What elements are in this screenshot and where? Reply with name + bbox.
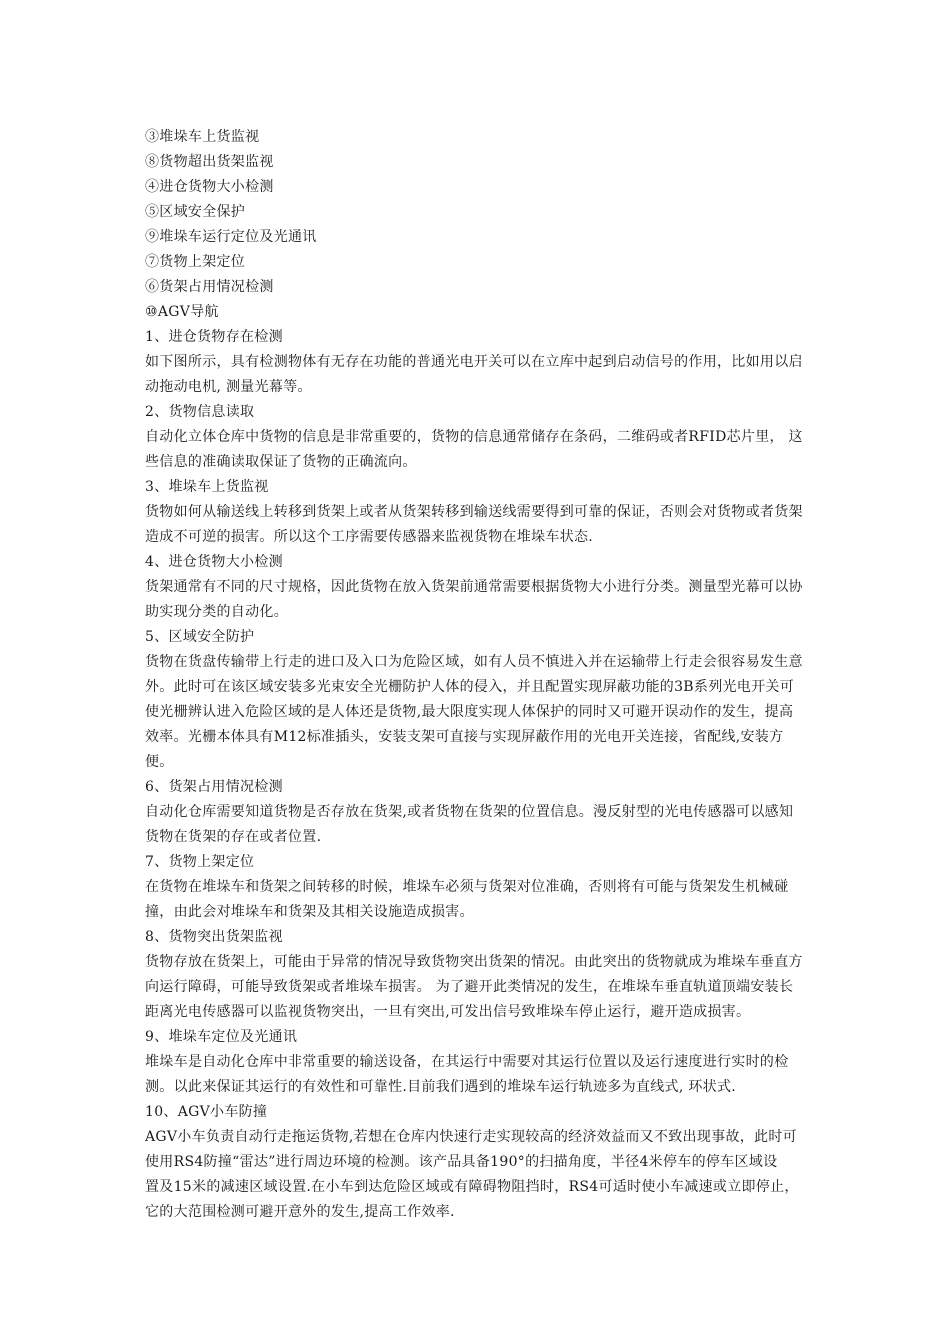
list-item: ④进仓货物大小检测 <box>145 179 274 195</box>
section <box>145 475 807 550</box>
body-line: 便。 <box>145 754 174 770</box>
section <box>145 550 807 625</box>
section <box>145 925 807 1025</box>
body-line: 在货物在堆垛车和货架之间转移的时候，堆垛车必须与货架对位准确，否则将有可能与货架发生机械碰 <box>145 879 789 895</box>
body-line: 效率。光栅本体具有M12标准插头，安装支架可直接与实现屏蔽作用的光电开关连接，省配线,安装方 <box>145 729 784 745</box>
function-list <box>145 125 807 325</box>
document-body <box>145 125 807 1225</box>
section <box>145 1100 807 1225</box>
section <box>145 625 807 775</box>
body-line: 它的大范围检测可避开意外的发生,提高工作效率. <box>145 1204 455 1220</box>
body-line: 些信息的准确读取保证了货物的正确流向。 <box>145 454 417 470</box>
body-line: 距离光电传感器可以监视货物突出，一旦有突出,可发出信号致堆垛车停止运行，避开造成损害。 <box>145 1004 751 1020</box>
section-heading: 10、AGV小车防撞 <box>145 1104 268 1120</box>
body-line: 货物在货盘传输带上行走的进口及入口为危险区域，如有人员不慎进入并在运输带上行走会很容易发生意 <box>145 654 803 670</box>
list-item: ⑧货物超出货架监视 <box>145 154 274 170</box>
body-line: 造成不可逆的损害。所以这个工序需要传感器来监视货物在堆垛车状态. <box>145 529 594 545</box>
list-item: ⑩AGV导航 <box>145 304 219 320</box>
section-heading: 5、区域安全防护 <box>145 629 255 645</box>
body-line: 外。此时可在该区域安装多光束安全光栅防护人体的侵入，并且配置实现屏蔽功能的3B系列光电开关可 <box>145 679 794 695</box>
body-line: 货架通常有不同的尺寸规格，因此货物在放入货架前通常需要根据货物大小进行分类。测量型光幕可以协 <box>145 579 803 595</box>
body-line: 置及15米的减速区域设置.在小车到达危险区域或有障碍物阻挡时，RS4可适时使小车减速或立即停止， <box>145 1179 799 1195</box>
list-item: ⑨堆垛车运行定位及光通讯 <box>145 229 317 245</box>
body-line: 测。以此来保证其运行的有效性和可靠性.目前我们遇到的堆垛车运行轨迹多为直线式, 环状式. <box>145 1079 736 1095</box>
section <box>145 850 807 925</box>
body-line: 使光栅辨认进入危险区域的是人体还是货物,最大限度实现人体保护的同时又可避开误动作的发生，提高 <box>145 704 794 720</box>
section <box>145 400 807 475</box>
body-line: 如下图所示，具有检测物体有无存在功能的普通光电开关可以在立库中起到启动信号的作用，比如用以启 <box>145 354 803 370</box>
body-line: 货物存放在货架上，可能由于异常的情况导致货物突出货架的情况。由此突出的货物就成为堆垛车垂直方 <box>145 954 803 970</box>
section <box>145 775 807 850</box>
body-line: 撞，由此会对堆垛车和货架及其相关设施造成损害。 <box>145 904 474 920</box>
body-line: 自动化立体仓库中货物的信息是非常重要的，货物的信息通常储存在条码，二维码或者RFID芯片里， 这 <box>145 429 803 445</box>
section <box>145 1025 807 1100</box>
section-heading: 2、货物信息读取 <box>145 404 255 420</box>
body-line: 自动化仓库需要知道货物是否存放在货架,或者货物在货架的位置信息。漫反射型的光电传感器可以感知 <box>145 804 794 820</box>
list-item: ⑥货架占用情况检测 <box>145 279 274 295</box>
section-heading: 9、堆垛车定位及光通讯 <box>145 1029 298 1045</box>
section-heading: 8、货物突出货架监视 <box>145 929 283 945</box>
section-heading: 6、货架占用情况检测 <box>145 779 283 795</box>
list-item: ⑤区域安全保护 <box>145 204 246 220</box>
body-line: 货物在货架的存在或者位置. <box>145 829 322 845</box>
section <box>145 325 807 400</box>
section-heading: 4、进仓货物大小检测 <box>145 554 283 570</box>
body-line: 货物如何从输送线上转移到货架上或者从货架转移到输送线需要得到可靠的保证，否则会对货物或者货架 <box>145 504 803 520</box>
body-line: AGV小车负责自动行走拖运货物,若想在仓库内快速行走实现较高的经济效益而又不致出现事故，此时可 <box>145 1129 797 1145</box>
body-line: 使用RS4防撞“雷达”进行周边环境的检测。该产品具备190°的扫描角度，半径4米停车的停车区域设 <box>145 1154 778 1170</box>
list-item: ③堆垛车上货监视 <box>145 129 260 145</box>
section-heading: 7、货物上架定位 <box>145 854 255 870</box>
body-line: 助实现分类的自动化。 <box>145 604 288 620</box>
section-heading: 1、进仓货物存在检测 <box>145 329 283 345</box>
section-heading: 3、堆垛车上货监视 <box>145 479 269 495</box>
body-line: 堆垛车是自动化仓库中非常重要的输送设备，在其运行中需要对其运行位置以及运行速度进行实时的检 <box>145 1054 789 1070</box>
body-line: 向运行障碍，可能导致货架或者堆垛车损害。 为了避开此类情况的发生，在堆垛车垂直轨道顶端安装长 <box>145 979 794 995</box>
list-item: ⑦货物上架定位 <box>145 254 246 270</box>
body-line: 动拖动电机, 测量光幕等。 <box>145 379 312 395</box>
